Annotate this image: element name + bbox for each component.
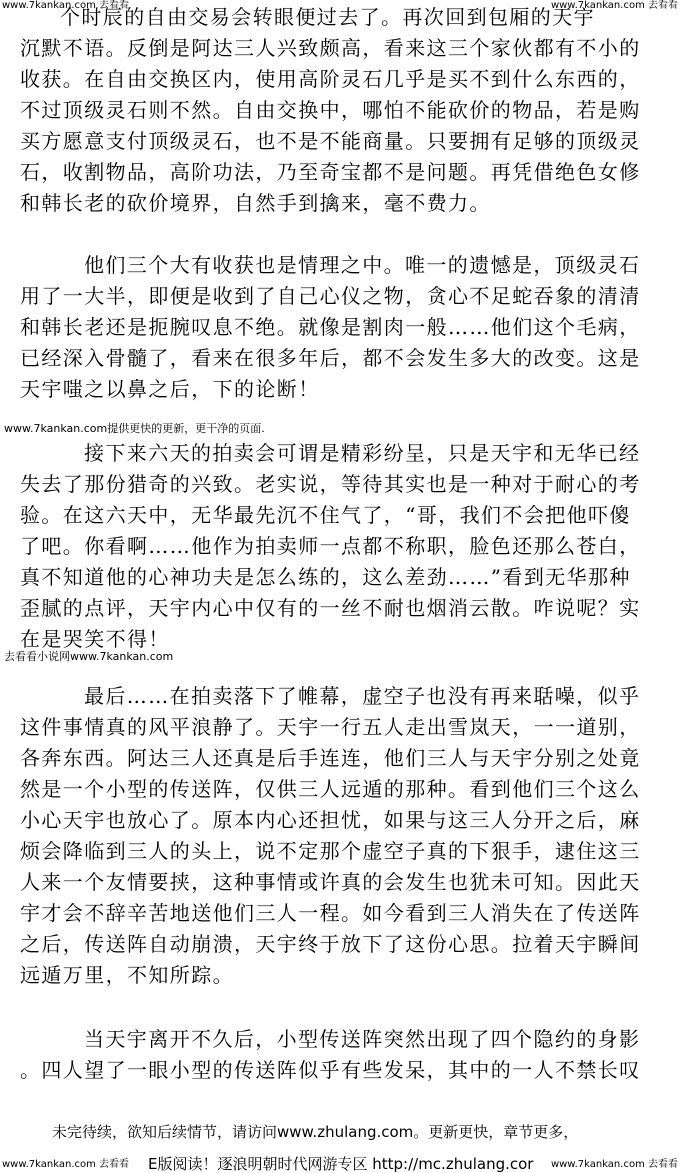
text-line: 宇才会不辞辛苦地送他们三人一程。如今看到三人消失在了传送阵: [20, 901, 641, 925]
text-line: 之后，传送阵自动崩溃，天宇终于放下了这份心思。拉着天宇瞬间: [20, 932, 641, 956]
paragraph-5: [20, 1024, 646, 1086]
text-line: 歪腻的点评，天宇内心中仅有的一丝不耐也烟消云散。咋说呢？实: [20, 596, 641, 620]
text-line: 和韩长老的砍价境界，自然手到擒来，毫不费力。: [20, 191, 491, 215]
text-line: 失去了那份猎奇的兴致。老实说，等待其实也是一种对于耐心的考: [20, 472, 641, 496]
paragraph-1: [20, 2, 646, 219]
paragraph-4: [20, 681, 646, 991]
text-line: 。四人望了一眼小型的传送阵似乎有些发呆，其中的一人不禁长叹: [20, 1058, 641, 1082]
text-line: 真不知道他的心神功夫是怎么练的，这么差劲……”看到无华那种: [20, 565, 631, 589]
text-line: 小心天宇也放心了。原本内心还担忧，如果与这三人分开之后，麻: [20, 808, 641, 832]
text-line: 远遁万里，不知所踪。: [20, 963, 234, 987]
text-line: 接下来六天的拍卖会可谓是精彩纷呈，只是天宇和无华已经: [84, 441, 641, 465]
text-line: 石，收割物品，高阶功法，乃至奇宝都不是问题。再凭借绝色女修: [20, 160, 641, 184]
paragraph-3: [20, 438, 646, 655]
site-ad-line[interactable]: 去看看小说网www.7kankan.com: [4, 650, 174, 663]
text-line: 天宇嗤之以鼻之后，下的论断！: [20, 377, 320, 401]
site-ad-line[interactable]: www.7kankan.com提供更快的更新，更干净的页面.: [4, 422, 265, 435]
watermark-bottom-right: www.7kankan.com 去看看: [550, 1159, 678, 1170]
text-line: 和韩长老还是扼腕叹息不绝。就像是割肉一般……他们这个毛病，: [20, 315, 641, 339]
text-line: 了吧。你看啊……他作为拍卖师一点都不称职，脸色还那么苍白，: [20, 534, 641, 558]
text-line: 个时辰的自由交易会转眼便过去了。再次回到包厢的天宇: [60, 5, 595, 29]
text-line: 验。在这六天中，无华最先沉不住气了，“哥，我们不会把他吓傻: [20, 503, 631, 527]
footer-continue-notice[interactable]: 未完待续，欲知后续情节，请访问www.zhulang.com。更新更快，章节更多，: [52, 1123, 579, 1141]
text-line: 最后……在拍卖落下了帷幕，虚空子也没有再来聒噪，似乎: [84, 684, 641, 708]
paragraph-2: [20, 250, 646, 405]
text-line: 烦会降临到三人的头上，说不定那个虚空子真的下狠手，逮住这三: [20, 839, 641, 863]
text-line: 不过顶级灵石则不然。自由交换中，哪怕不能砍价的物品，若是购: [20, 98, 641, 122]
text-line: 收获。在自由交换区内，使用高阶灵石几乎是买不到什么东西的，: [20, 67, 641, 91]
watermark-top-right: www.7kankan.com 去看看: [550, 0, 678, 11]
watermark-bottom-left: www.7kankan.com 去看看: [2, 1159, 130, 1170]
text-line: 当天宇离开不久后，小型传送阵突然出现了四个隐约的身影: [84, 1027, 641, 1051]
text-line: 已经深入骨髓了，看来在很多年后，都不会发生多大的改变。这是: [20, 346, 641, 370]
text-line: 人来一个友情要挟，这种事情或许真的会发生也犹未可知。因此天: [20, 870, 641, 894]
text-line: 各奔东西。阿达三人还真是后手连连，他们三人与天宇分别之处竟: [20, 746, 641, 770]
text-line: 沉默不语。反倒是阿达三人兴致颇高，看来这三个家伙都有不小的: [20, 36, 641, 60]
text-line: 这件事情真的风平浪静了。天宇一行五人走出雪岚天，一一道别，: [20, 715, 641, 739]
footer-promo-link[interactable]: E版阅读！逐浪明朝时代网游专区 http://mc.zhulang.cor: [148, 1155, 534, 1173]
text-line: 用了一大半，即便是收到了自己心仪之物，贪心不足蛇吞象的清清: [20, 284, 641, 308]
text-line: 在是哭笑不得！: [20, 627, 170, 651]
text-line: 他们三个大有收获也是情理之中。唯一的遗憾是，顶级灵石: [84, 253, 641, 277]
text-line: 然是一个小型的传送阵，仅供三人远遁的那种。看到他们三个这么: [20, 777, 641, 801]
watermark-top-left: www.7kankan.com 去看看: [2, 0, 130, 11]
text-line: 买方愿意支付顶级灵石，也不是不能商量。只要拥有足够的顶级灵: [20, 129, 641, 153]
